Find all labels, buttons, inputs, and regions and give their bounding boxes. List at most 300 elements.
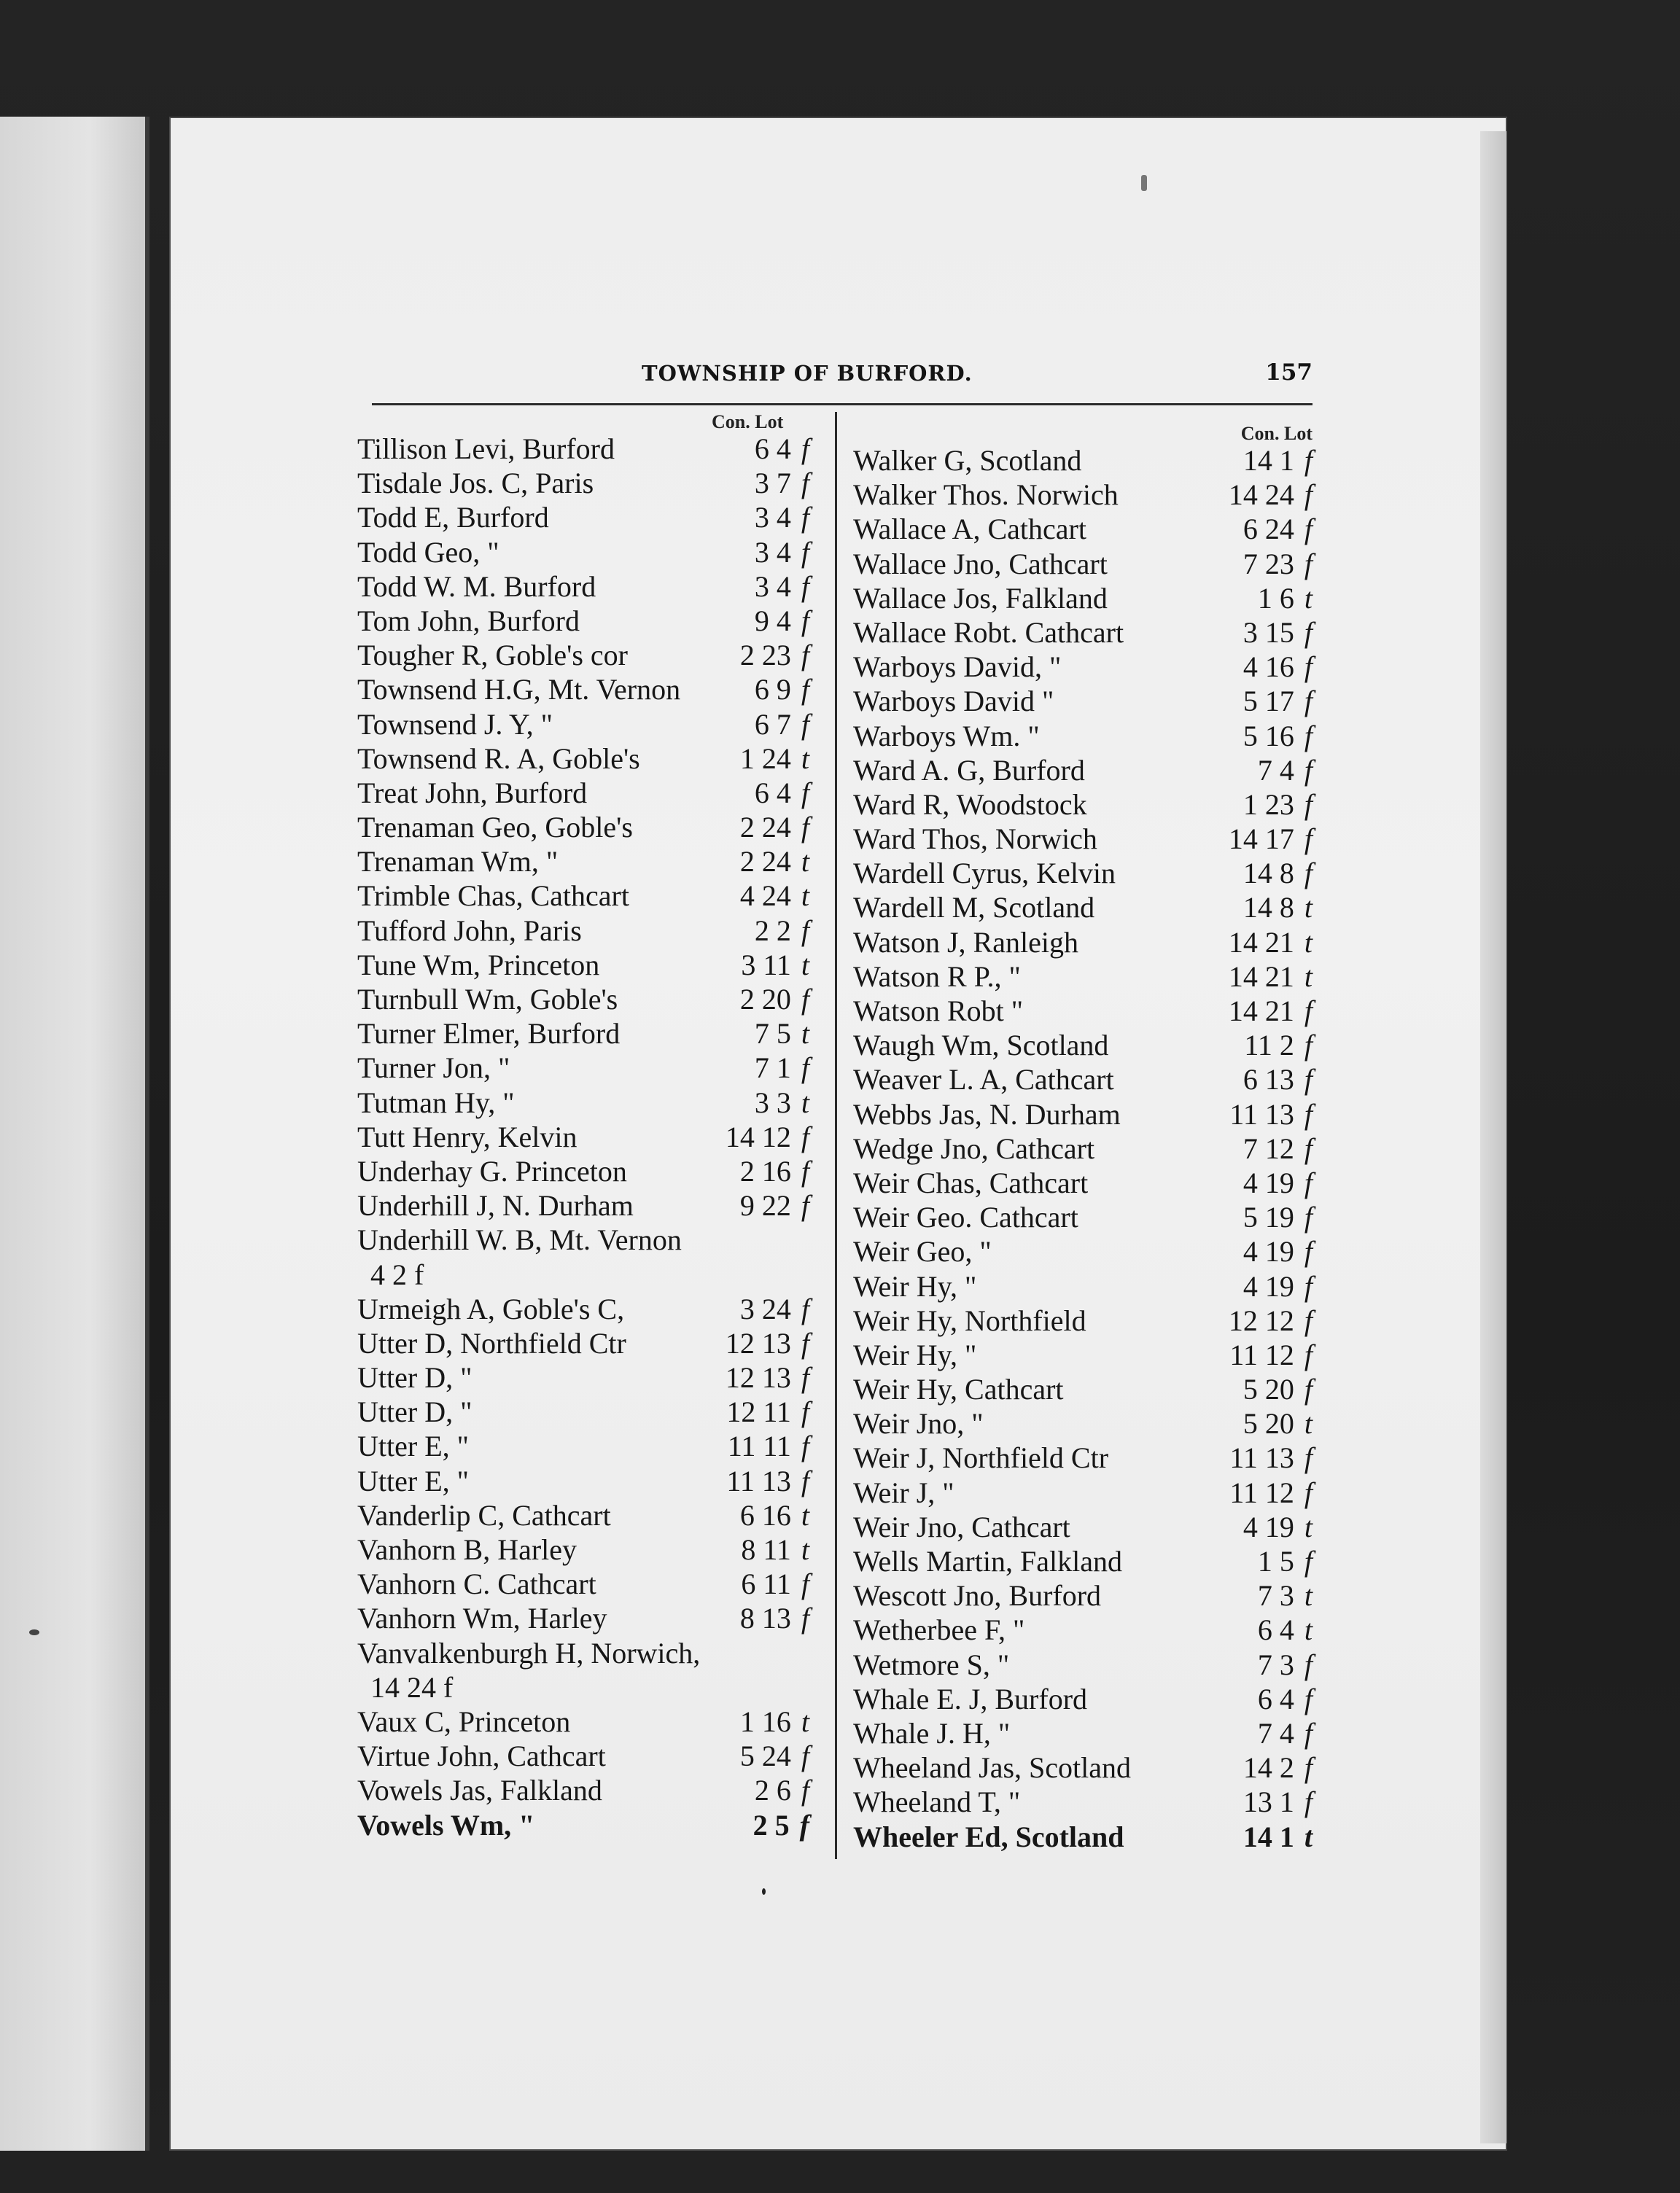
lot-number: 16 — [761, 1498, 791, 1532]
resident-name: Turner Elmer, Burford — [357, 1017, 621, 1051]
resident-name: Underhill J, N. Durham — [357, 1189, 634, 1223]
tenure-code: f — [1304, 1648, 1312, 1681]
dust-speck — [1141, 175, 1147, 191]
concession-number: 2 — [739, 845, 755, 879]
lot-number: 8 — [1279, 891, 1294, 924]
directory-entry — [853, 753, 1312, 787]
resident-name: Vanhorn C. Cathcart — [357, 1567, 596, 1601]
concession-number: 6 — [741, 1567, 756, 1601]
column-header: Con. Lot — [712, 411, 784, 432]
tenure-code: t — [801, 741, 809, 775]
tenure-code: f — [1304, 787, 1312, 821]
lot-number: 12 — [1264, 1131, 1294, 1165]
lot-number: 24 — [761, 811, 791, 844]
lot-number: 17 — [1264, 685, 1294, 718]
resident-name: Wallace Robt. Cathcart — [853, 615, 1124, 649]
concession-number: 1 — [739, 741, 755, 775]
resident-name: Tougher R, Goble's cor — [357, 639, 628, 672]
directory-entry — [853, 856, 1312, 890]
page-header — [372, 237, 1312, 386]
concession-number: 7 — [1257, 1716, 1272, 1750]
concession-number: 6 — [1242, 513, 1258, 546]
tenure-code: f — [801, 1154, 809, 1188]
directory-entry — [853, 890, 1312, 924]
lot-number: 19 — [1264, 1269, 1294, 1303]
concession-number: 7 — [1242, 547, 1258, 580]
concession-number: 7 — [754, 1051, 769, 1085]
resident-name: Warboys David " — [853, 685, 1054, 718]
tenure-code: f — [801, 914, 809, 947]
directory-entry — [357, 1016, 809, 1051]
concession-number: 14 — [1242, 891, 1272, 924]
concession-number: 12 — [726, 1395, 756, 1429]
resident-name: Weir Hy, " — [853, 1338, 977, 1371]
lot-number: 20 — [761, 983, 791, 1016]
resident-name: Wardell M, Scotland — [853, 891, 1095, 924]
lot-number: 3 — [1279, 1648, 1294, 1681]
directory-entry — [853, 925, 1312, 959]
lot-number: 8 — [1279, 857, 1294, 890]
tenure-code: f — [801, 501, 809, 534]
directory-entry — [357, 1773, 809, 1807]
lot-number: 4 — [1279, 1682, 1294, 1715]
lot-number: 13 — [1264, 1063, 1294, 1096]
tenure-code: f — [801, 1395, 809, 1429]
directory-entry — [853, 615, 1312, 650]
directory-entry — [357, 1464, 809, 1498]
tenure-code: f — [1304, 1029, 1312, 1062]
concession-number: 7 — [1257, 753, 1272, 787]
resident-name: Wetmore S, " — [853, 1648, 1010, 1681]
lot-number: 24 — [761, 1292, 791, 1325]
resident-name: Weir Geo, " — [853, 1235, 992, 1269]
book-spine — [145, 117, 149, 2151]
tenure-code: t — [1304, 925, 1312, 959]
facing-page-edge — [0, 117, 149, 2151]
tenure-code: t — [1304, 959, 1312, 993]
tenure-code: f — [1304, 1166, 1312, 1199]
directory-entry — [357, 1395, 809, 1429]
resident-name: Wallace Jno, Cathcart — [853, 547, 1108, 580]
directory-entry — [853, 1131, 1312, 1166]
lot-number: 11 — [763, 1567, 791, 1601]
resident-name: Vowels Wm, " — [357, 1808, 535, 1842]
directory-entry — [853, 547, 1312, 581]
tenure-code: f — [1304, 1785, 1312, 1819]
entry-list — [357, 432, 809, 1842]
directory-entry — [853, 443, 1312, 478]
concession-number: 4 — [1242, 650, 1258, 684]
tenure-code: f — [801, 1326, 809, 1360]
concession-number: 14 — [1242, 1820, 1272, 1853]
resident-name: Townsend J. Y, " — [357, 707, 553, 741]
concession-number: 1 — [739, 1705, 755, 1738]
tenure-code: f — [1304, 547, 1312, 580]
directory-entry — [853, 1785, 1312, 1819]
lot-number: 19 — [1264, 1201, 1294, 1234]
lot-number: 4 — [776, 501, 791, 534]
resident-name: Tune Wm, Princeton — [357, 948, 600, 981]
concession-number: 3 — [754, 467, 769, 500]
directory-entry — [853, 1097, 1312, 1131]
tenure-code: f — [1304, 1751, 1312, 1785]
tenure-code: t — [801, 1017, 809, 1051]
page-stack-edge — [1480, 131, 1506, 2143]
resident-name: Vowels Jas, Falkland — [357, 1774, 602, 1807]
lot-number: 4 — [776, 604, 791, 637]
directory-entry — [357, 466, 809, 500]
tenure-code: f — [801, 1567, 809, 1601]
resident-name: Ward Thos, Norwich — [853, 822, 1097, 856]
lot-number: 4 — [776, 569, 791, 603]
resident-name: Utter E, " — [357, 1430, 469, 1463]
lot-number: 20 — [1264, 1407, 1294, 1441]
directory-entry — [853, 1682, 1312, 1716]
concession-number: 14 — [725, 1120, 755, 1153]
lot-number: 24 — [761, 1740, 791, 1773]
directory-entry — [853, 1476, 1312, 1510]
lot-number: 21 — [1264, 994, 1294, 1027]
tenure-code: f — [801, 707, 809, 741]
concession-number: 4 — [739, 879, 755, 913]
lot-number: 16 — [761, 1154, 791, 1188]
directory-entry — [357, 982, 809, 1016]
resident-name: Tillison Levi, Burford — [357, 432, 615, 465]
resident-name: Vanderlip C, Cathcart — [357, 1498, 611, 1532]
lot-number: 13 — [1264, 1441, 1294, 1475]
concession-number: 7 — [754, 1017, 769, 1051]
resident-name: Tutt Henry, Kelvin — [357, 1120, 578, 1153]
lot-number: 16 — [1264, 719, 1294, 752]
concession-number: 14 — [1228, 478, 1258, 512]
lot-number: 11 — [763, 1533, 791, 1567]
directory-entry — [357, 672, 809, 706]
resident-name: Ward A. G, Burford — [853, 753, 1085, 787]
directory-entry — [357, 1051, 809, 1085]
tenure-code: f — [1304, 857, 1312, 890]
lot-number: 19 — [1264, 1510, 1294, 1543]
directory-entry — [357, 1360, 809, 1395]
concession-number: 14 — [1242, 444, 1272, 477]
directory-entry — [357, 569, 809, 604]
concession-number: 9 — [754, 604, 769, 637]
continued-con-lot: 14 24 f — [370, 1670, 454, 1704]
tenure-code: t — [801, 1533, 809, 1567]
resident-name: Weir J, Northfield Ctr — [853, 1441, 1109, 1475]
directory-entry — [357, 1326, 809, 1360]
tenure-code: f — [799, 1808, 809, 1842]
concession-number: 2 — [739, 639, 755, 672]
concession-number: 2 — [739, 983, 755, 1016]
concession-number: 2 — [754, 914, 769, 947]
tenure-code: f — [801, 1602, 809, 1635]
lot-number: 12 — [761, 1120, 791, 1153]
lot-number: 19 — [1264, 1235, 1294, 1269]
tenure-code: f — [801, 1464, 809, 1497]
resident-name: Vanvalkenburgh H, Norwich, — [357, 1636, 701, 1670]
dust-speck — [762, 1888, 766, 1895]
directory-entry — [853, 1578, 1312, 1613]
lot-number: 16 — [1264, 650, 1294, 684]
resident-name: Wardell Cyrus, Kelvin — [853, 857, 1116, 890]
concession-number: 14 — [1228, 994, 1258, 1027]
resident-name: Utter E, " — [357, 1464, 469, 1497]
directory-entry — [853, 478, 1312, 512]
lot-number: 13 — [761, 1361, 791, 1395]
dust-speck — [29, 1629, 39, 1635]
resident-name: Trimble Chas, Cathcart — [357, 879, 629, 913]
lot-number: 11 — [763, 1430, 791, 1463]
resident-name: Warboys David, " — [853, 650, 1062, 684]
tenure-code: f — [1304, 1441, 1312, 1475]
lot-number: 4 — [1279, 1613, 1294, 1647]
tenure-code: f — [1304, 1235, 1312, 1269]
directory-entry — [357, 844, 809, 879]
concession-number: 3 — [1242, 615, 1258, 649]
resident-name: Whale J. H, " — [853, 1716, 1011, 1750]
tenure-code: t — [801, 845, 809, 879]
tenure-code: t — [801, 879, 809, 913]
lot-number: 2 — [776, 914, 791, 947]
resident-name: Weir Hy, " — [853, 1269, 977, 1303]
resident-name: Weir Chas, Cathcart — [853, 1166, 1089, 1199]
directory-entry — [357, 914, 809, 948]
directory-entry — [357, 707, 809, 741]
concession-number: 14 — [1228, 925, 1258, 959]
resident-name: Treat John, Burford — [357, 776, 588, 809]
concession-number: 6 — [1257, 1613, 1272, 1647]
resident-name: Weir J, " — [853, 1476, 954, 1509]
lot-number: 2 — [1279, 1751, 1294, 1785]
page-number: 157 — [1265, 359, 1312, 386]
directory-entry — [853, 1544, 1312, 1578]
resident-name: Tisdale Jos. C, Paris — [357, 467, 594, 500]
tenure-code: t — [1304, 1613, 1312, 1647]
directory-entry — [357, 1120, 809, 1154]
lot-number: 3 — [1279, 1579, 1294, 1613]
concession-number: 11 — [1229, 1097, 1258, 1131]
concession-number: 11 — [1229, 1338, 1258, 1371]
resident-name: Todd E, Burford — [357, 501, 549, 534]
tenure-code: f — [1304, 478, 1312, 512]
directory-entry — [853, 1510, 1312, 1544]
lot-number: 7 — [776, 467, 791, 500]
lot-number: 4 — [1279, 753, 1294, 787]
concession-number: 11 — [1229, 1476, 1258, 1509]
lot-number: 1 — [1279, 1785, 1294, 1819]
concession-number: 5 — [1242, 719, 1258, 752]
concession-number: 13 — [1242, 1785, 1272, 1819]
header-rule — [372, 403, 1312, 405]
column-divider — [835, 412, 837, 1859]
directory-entry — [853, 1304, 1312, 1338]
lot-number: 16 — [761, 1705, 791, 1738]
concession-number: 6 — [754, 432, 769, 465]
tenure-code: f — [801, 811, 809, 844]
tenure-code: t — [1304, 581, 1312, 615]
concession-number: 6 — [1242, 1063, 1258, 1096]
concession-number: 12 — [725, 1361, 755, 1395]
concession-number: 11 — [726, 1464, 755, 1497]
tenure-code: f — [1304, 1682, 1312, 1715]
concession-number: 1 — [1257, 581, 1272, 615]
lot-number: 23 — [1264, 787, 1294, 821]
tenure-code: f — [1304, 1063, 1312, 1096]
concession-number: 11 — [727, 1430, 756, 1463]
column-header: Con. Lot — [1240, 423, 1312, 444]
tenure-code: f — [801, 467, 809, 500]
lot-number: 22 — [761, 1189, 791, 1223]
directory-entry — [853, 1716, 1312, 1750]
resident-name: Watson Robt " — [853, 994, 1024, 1027]
concession-number: 2 — [739, 811, 755, 844]
tenure-code: f — [1304, 994, 1312, 1027]
resident-name: Urmeigh A, Goble's C, — [357, 1292, 625, 1325]
concession-number: 3 — [754, 1086, 769, 1119]
lot-number: 24 — [1264, 478, 1294, 512]
directory-entry — [357, 535, 809, 569]
lot-number: 19 — [1264, 1166, 1294, 1199]
resident-name: Utter D, " — [357, 1361, 472, 1395]
resident-name: Weir Jno, Cathcart — [853, 1510, 1070, 1543]
tenure-code: f — [801, 776, 809, 809]
concession-number: 5 — [1242, 1201, 1258, 1234]
directory-entry — [853, 1028, 1312, 1062]
resident-name: Weir Hy, Cathcart — [853, 1373, 1064, 1406]
directory-entry — [853, 959, 1312, 994]
resident-name: Waugh Wm, Scotland — [853, 1029, 1109, 1062]
concession-number: 12 — [725, 1326, 755, 1360]
resident-name: Wells Martin, Falkland — [853, 1545, 1122, 1578]
lot-number: 4 — [1279, 1716, 1294, 1750]
concession-number: 3 — [739, 1292, 755, 1325]
directory-entry — [853, 1441, 1312, 1475]
resident-name: Townsend H.G, Mt. Vernon — [357, 673, 681, 706]
concession-number: 11 — [1229, 1441, 1258, 1475]
directory-entry — [853, 1372, 1312, 1406]
lot-number: 6 — [1279, 581, 1294, 615]
concession-number: 6 — [754, 776, 769, 809]
tenure-code: f — [1304, 822, 1312, 856]
directory-entry — [357, 1808, 809, 1842]
directory-entry — [357, 776, 809, 810]
directory-entry — [357, 1739, 809, 1773]
concession-number: 8 — [741, 1533, 756, 1567]
resident-name: Weaver L. A, Cathcart — [853, 1063, 1114, 1096]
concession-number: 12 — [1228, 1304, 1258, 1337]
concession-number: 7 — [1257, 1579, 1272, 1613]
lot-number: 23 — [1264, 547, 1294, 580]
concession-number: 7 — [1242, 1131, 1258, 1165]
lot-number: 12 — [1264, 1338, 1294, 1371]
lot-number: 4 — [776, 432, 791, 465]
tenure-code: t — [801, 948, 809, 981]
tenure-code: f — [801, 569, 809, 603]
directory-entry — [357, 1429, 809, 1463]
tenure-code: f — [801, 1774, 809, 1807]
resident-name: Tufford John, Paris — [357, 914, 582, 947]
directory-entry — [357, 1154, 809, 1188]
tenure-code: f — [801, 1189, 809, 1223]
directory-entry — [357, 1705, 809, 1739]
running-title: TOWNSHIP OF BURFORD. — [642, 361, 973, 386]
resident-name: Warboys Wm. " — [853, 719, 1040, 752]
resident-name: Walker Thos. Norwich — [853, 478, 1119, 512]
concession-number: 6 — [1257, 1682, 1272, 1715]
tenure-code: f — [1304, 1304, 1312, 1337]
concession-number: 3 — [754, 501, 769, 534]
concession-number: 3 — [754, 535, 769, 569]
concession-number: 1 — [1257, 1545, 1272, 1578]
tenure-code: f — [1304, 753, 1312, 787]
lot-number: 12 — [1264, 1476, 1294, 1509]
concession-number: 5 — [1242, 1373, 1258, 1406]
lot-number: 5 — [1279, 1545, 1294, 1578]
concession-number: 6 — [739, 1498, 755, 1532]
directory-entry — [357, 1567, 809, 1601]
resident-name: Weir Hy, Northfield — [853, 1304, 1086, 1337]
resident-name: Wetherbee F, " — [853, 1613, 1025, 1647]
tenure-code: f — [1304, 1476, 1312, 1509]
resident-name: Wallace Jos, Falkland — [853, 581, 1108, 615]
resident-name: Wheeland Jas, Scotland — [853, 1751, 1131, 1785]
tenure-code: f — [801, 432, 809, 465]
tenure-code: t — [1304, 1407, 1312, 1441]
resident-name: Turner Jon, " — [357, 1051, 510, 1085]
directory-entry — [853, 1820, 1312, 1854]
concession-number: 8 — [739, 1602, 755, 1635]
resident-name: Underhill W. B, Mt. Vernon — [357, 1223, 682, 1257]
resident-name: Watson R P., " — [853, 959, 1021, 993]
tenure-code: f — [1304, 685, 1312, 718]
directory-entry — [357, 432, 809, 466]
lot-number: 12 — [1264, 1304, 1294, 1337]
directory-entry — [853, 581, 1312, 615]
lot-number: 24 — [761, 879, 791, 913]
lot-number: 15 — [1264, 615, 1294, 649]
lot-number: 17 — [1264, 822, 1294, 856]
tenure-code: f — [801, 1740, 809, 1773]
directory-entry — [357, 1601, 809, 1635]
concession-number: 3 — [754, 569, 769, 603]
concession-number: 2 — [739, 1154, 755, 1188]
resident-name: Underhay G. Princeton — [357, 1154, 627, 1188]
directory-entry — [853, 684, 1312, 718]
resident-name: Virtue John, Cathcart — [357, 1740, 606, 1773]
directory-entry — [357, 879, 809, 913]
resident-name: Wedge Jno, Cathcart — [853, 1131, 1095, 1165]
resident-name: Tutman Hy, " — [357, 1086, 515, 1119]
directory-entry — [853, 1200, 1312, 1234]
tenure-code: f — [1304, 1716, 1312, 1750]
concession-number: 6 — [754, 673, 769, 706]
tenure-code: t — [801, 1086, 809, 1119]
lot-number: 24 — [761, 741, 791, 775]
lot-number: 13 — [761, 1464, 791, 1497]
directory-entry — [853, 994, 1312, 1028]
lot-number: 13 — [761, 1326, 791, 1360]
tenure-code: f — [1304, 444, 1312, 477]
lot-number: 5 — [776, 1017, 791, 1051]
resident-name: Utter D, Northfield Ctr — [357, 1326, 626, 1360]
concession-number: 9 — [739, 1189, 755, 1223]
tenure-code: f — [1304, 1131, 1312, 1165]
tenure-code: f — [801, 1361, 809, 1395]
directory-entry — [853, 822, 1312, 856]
tenure-code: f — [1304, 719, 1312, 752]
concession-number: 5 — [739, 1740, 755, 1773]
directory-entry — [853, 1406, 1312, 1441]
